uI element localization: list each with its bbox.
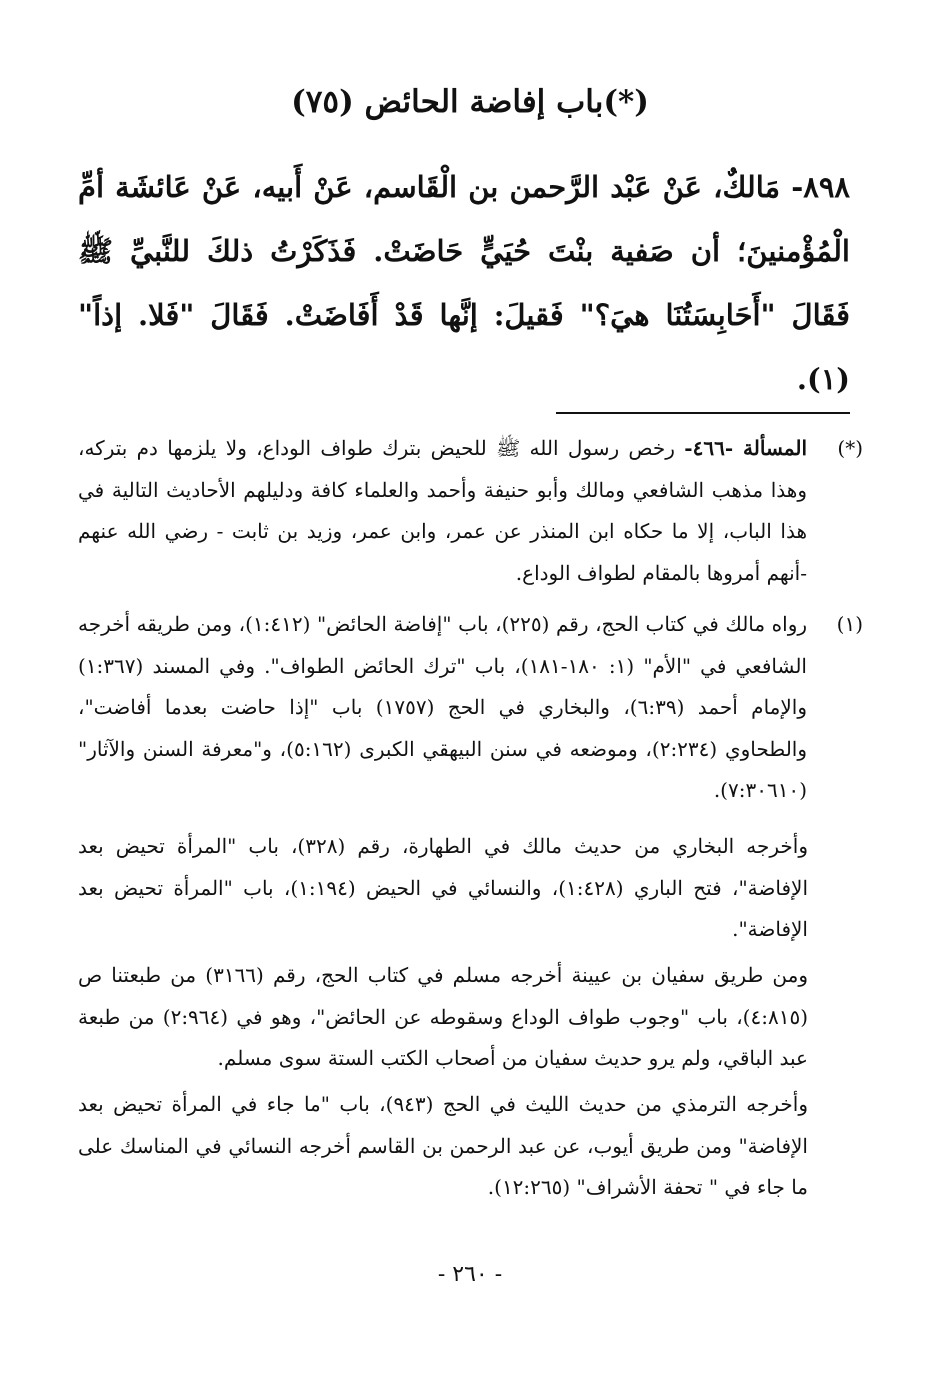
footnote-one-marker: (١) <box>836 612 863 636</box>
hadith-number: ٨٩٨- <box>791 170 850 204</box>
page-number: - ٢٦٠ - <box>437 1262 503 1287</box>
footnote-one-paragraph-2: وأخرجه البخاري من حديث مالك في الطهارة، رقم (٣٢٨)، باب "المرأة تحيض بعد الإفاضة"، فتح الباري (١:٤٢٨)، والنسائي في الحيض (١:١٩٤)، باب "المرأة تحيض بعد الإفاضة". <box>78 834 808 941</box>
footnote-one-paragraph-4: وأخرجه الترمذي من حديث الليث في الحج (٩٤٣)، باب "ما جاء في المرأة تحيض بعد الإفاضة" ومن طريق أيوب، عن عبد الرحمن بن القاسم أخرجه النسائي في المناسك على ما جاء في " تحفة الأشراف" (١٢:٢٦٥). <box>78 1092 808 1199</box>
footnote-star <box>78 428 863 594</box>
footnote-star-body: رخص رسول الله ﷺ للحيض بترك طواف الوداع، ولا يلزمها دم بتركه، وهذا مذهب الشافعي ومالك وأبو حنيفة وأحمد والعلماء كافة ودليلهم الأحاديث التالية في هذا الباب، إلا ما حكاه ابن المنذر عن عمر، وابن عمر، وزيد بن ثابت - رضي الله عنهم -أنهم أمروها بالمقام لطواف الوداع. <box>78 436 807 585</box>
hadith-body: مَالكٌ، عَنْ عَبْد الرَّحمن بن الْقَاسم، عَنْ أَبيه، عَنْ عَائشَة أمِّ الْمُؤْمنينَ؛ أن صَفية بنْتَ حُيَيٍّ حَاضَتْ. فَذَكَرْتُ ذلكَ للنَّبيِّ ﷺ فَقَالَ "أَحَابِسَتُنَا هيَ؟" فَقيلَ: إنَّها قَدْ أَفَاضَتْ. فَقَالَ "فَلا. إذاً"(١). <box>78 170 850 396</box>
chapter-title: (٧٥) باب إفاضة الحائض(*) <box>291 84 649 120</box>
footnote-star-text <box>78 428 807 594</box>
hadith-text <box>78 155 850 411</box>
footnote-separator <box>556 412 850 414</box>
footnote-one-text: رواه مالك في كتاب الحج، رقم (٢٢٥)، باب "إفاضة الحائض" (١:٤١٢)، ومن طريقه أخرجه الشافعي في "الأم" (١: ١٨٠-١٨١)، باب "ترك الحائض الطواف". وفي المسند (١:٣٦٧) والإمام أحمد (٦:٣٩)، والبخاري في الحج (١٧٥٧) باب "إذا حاضت بعدما أفاضت"، والطحاوي (٢:٢٣٤)، وموضعه في سنن البيهقي الكبرى (٥:١٦٢)، و"معرفة السنن والآثار" (٧:٣٠٦١٠). <box>78 612 808 802</box>
footnote-star-marker: (*) <box>837 436 863 460</box>
footnote-one <box>78 604 863 812</box>
issue-label: المسألة -٤٦٦- <box>684 436 808 460</box>
footnote-one-paragraph-3: ومن طريق سفيان بن عيينة أخرجه مسلم في كتاب الحج، رقم (٣١٦٦) من طبعتنا ص (٤:٨١٥)، باب "وجوب طواف الوداع وسقوطه عن الحائض"، وهو في (٢:٩٦٤) من طبعة عبد الباقي، ولم يرو حديث سفيان من أصحاب الكتب الستة سوى مسلم. <box>78 963 809 1070</box>
